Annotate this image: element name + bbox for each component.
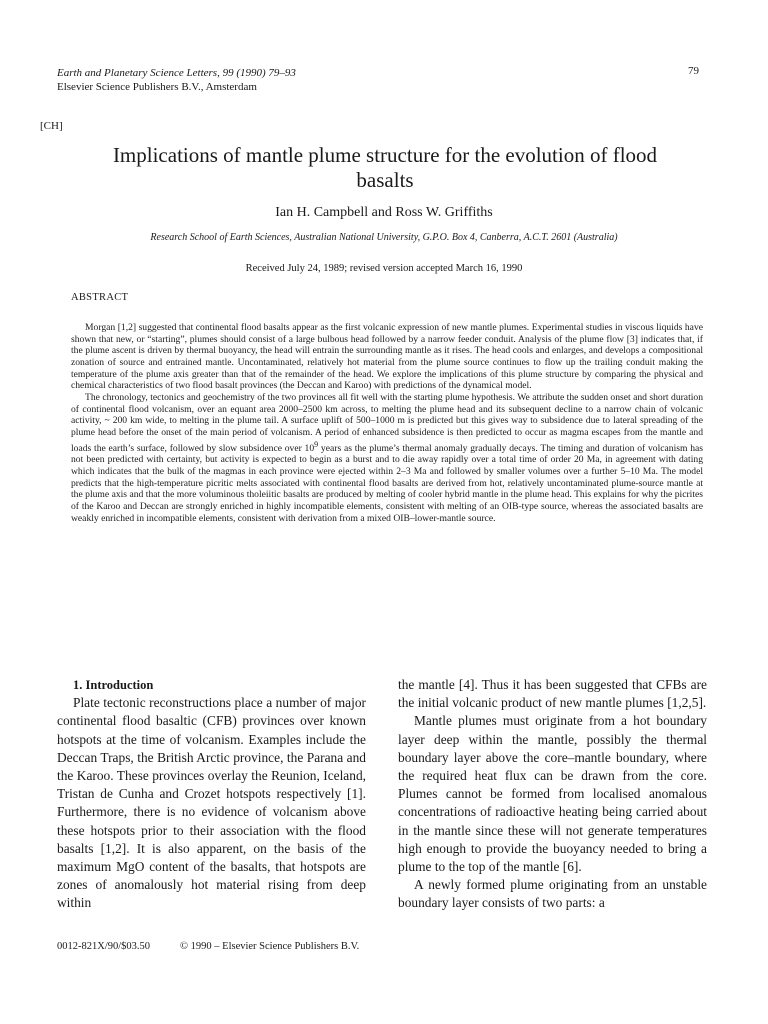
body-paragraph: Plate tectonic reconstructions place a number of major continental flood basaltic (CFB) provinces over known hotspots at the time of volcanism. Examples include the Deccan Traps, the British Arctic province, the Parana and the Karoo. These provinces overlay the Reunion, Iceland, Tristan de Cunha and Crozet hotspots respectively [1]. Furthermore, there is no evidence of volcanism above these hotspots prior to their association with the flood basalts [1,2]. It is also apparent, on the basis of the maximum MgO content of the basalts, that hotspots are zones of anomalously hot material rising from deep within xyxy=(57,695,366,911)
body-paragraph: the mantle [4]. Thus it has been suggested that CFBs are the initial volcanic product of new mantle plumes [1,2,5]. xyxy=(398,677,707,711)
page-number: 79 xyxy=(688,65,699,77)
authors: Ian H. Campbell and Ross W. Griffiths xyxy=(275,205,493,220)
journal-citation xyxy=(57,66,296,94)
copyright: © 1990 – Elsevier Science Publishers B.V. xyxy=(180,941,360,952)
received-dates: Received July 24, 1989; revised version accepted March 16, 1990 xyxy=(245,263,523,274)
abstract-heading: ABSTRACT xyxy=(71,292,129,303)
publisher: Elsevier Science Publishers B.V., Amsterdam xyxy=(57,81,257,93)
abstract-paragraph: The chronology, tectonics and geochemistry of the two provinces all fit well with the starting plume hypothesis. We attribute the sudden onset and short duration of continental flood volcanism, over an equant area 2000–2500 km across, to melting the plume head and its subsequent decline to a narrow chain of volcanic activity, ~ 200 km wide, to melting in the plume tail. A surface uplift of 500–1000 m is predicted but this gives way to subsidence due to lateral spreading of the plume head before the onset of the main period of volcanism. A period of enhanced subsidence is then predicted to occur as magma escapes from the mantle and loads the earth’s surface, followed by slow subsidence over $10^9$ years as the plume’s thermal anomaly gradually decays. The timing and duration of volcanism has not been predicted with certainty, but activity is expected to begin as a burst and to die away rapidly over a total time of order 20 Ma, in agreement with dating which indicates that the bulk of the magmas in each province were ejected within 2–3 Ma and followed by smaller volumes over a further 5–10 Ma. The model predicts that the high-temperature picritic melts associated with continental flood basalts are derived from hot, relatively uncontaminated plume-source mantle at the plume axis and that the more voluminous tholeiitic basalts are produced by melting of cooler hybrid mantle in the plume head. This explains for why the picrites of the Karoo and Deccan are strongly enriched in highly incompatible elements, consistent with melting of an OIB-type source, whereas the associated basalts are weakly enriched in incompatible elements, consistent with derivation from a mixed OIB–lower-mantle source. xyxy=(71,391,703,524)
affiliation: Research School of Earth Sciences, Australian National University, G.P.O. Box 4, Canberra, A.C.T. 2601 (Australia) xyxy=(150,232,618,243)
section-code: [CH] xyxy=(40,120,63,132)
section-heading: 1. Introduction xyxy=(73,678,154,692)
right-column xyxy=(398,676,707,913)
abstract-body xyxy=(71,322,703,524)
article-title: Implications of mantle plume structure for the evolution of flood basalts xyxy=(112,143,658,192)
body-paragraph: A newly formed plume originating from an unstable boundary layer consists of two parts: a xyxy=(398,877,707,911)
abstract-paragraph: Morgan [1,2] suggested that continental flood basalts appear as the first volcanic expression of new mantle plumes. Experimental studies in viscous liquids have shown that new, or “starting”, plumes should consist of a large bulbous head followed by a narrow feeder conduit. Analysis of the plume flow [3] indicates that, if the plume ascent is driven by thermal buoyancy, the head will entrain the surrounding mantle as it rises. The head cools and enlarges, and develops a compositional zonation of source and entrained mantle. Uncontaminated, relatively hot material from the plume source continues to flow up the trailing conduit making the temperature of the plume axis greater than that of the remainder of the head. We explore the implications of this plume structure by comparing the physical and chemical characteristics of two flood basalt provinces (the Deccan and Karoo) with predictions of the dynamical model. xyxy=(71,322,703,392)
footer xyxy=(57,941,359,952)
left-column xyxy=(57,676,366,913)
journal-name: Earth and Planetary Science Letters, 99 (1990) 79–93 xyxy=(57,67,296,79)
issn-code: 0012-821X/90/$03.50 xyxy=(57,941,151,952)
body-paragraph: Mantle plumes must originate from a hot boundary layer deep within the mantle, possibly the thermal boundary layer above the core–mantle boundary, where the required heat flux can be drawn from the core. Plumes cannot be formed from localised anomalous concentrations of radioactive heating being carried about in the mantle since these will not generate temperatures high enough to provide the buoyancy needed to bring a plume to the top of the mantle [6]. xyxy=(398,713,707,875)
